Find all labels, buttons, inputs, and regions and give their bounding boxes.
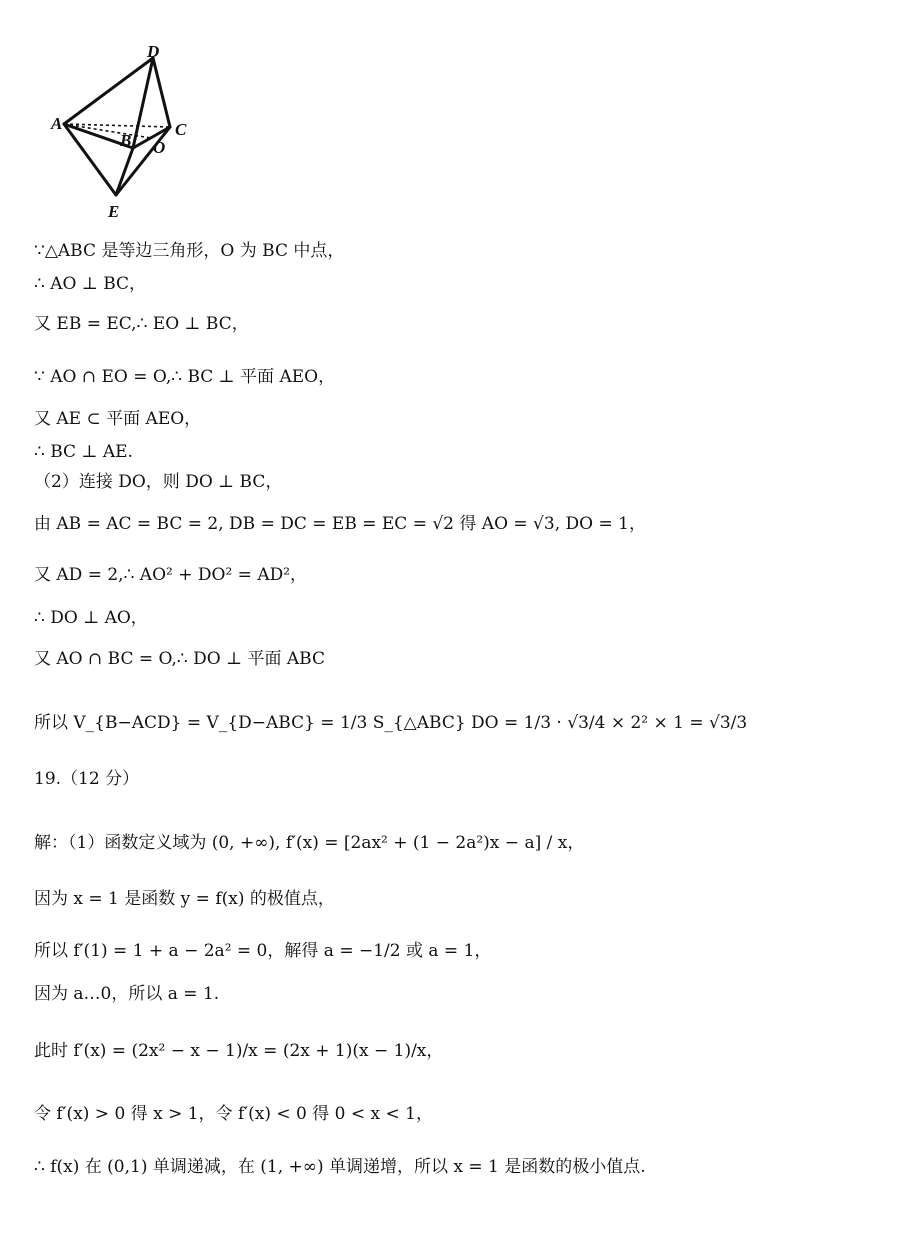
vertex-label-d: D bbox=[147, 42, 160, 61]
proof-line-6: ∴ BC ⊥ AE. bbox=[34, 442, 133, 462]
vertex-label-c: C bbox=[175, 120, 187, 139]
part2-line-3: 又 AD = 2,∴ AO² + DO² = AD²， bbox=[34, 565, 308, 585]
problem-19-line-7: ∴ f(x) 在 (0,1) 单调递减，在 (1, +∞) 单调递增，所以 x = 1 是函数的极小值点. bbox=[34, 1157, 646, 1177]
volume-formula: 所以 V_{B−ACD} = V_{D−ABC} = 1/3 S_{△ABC} DO = 1/3 · √3/4 × 2² × 1 = √3/3 bbox=[34, 713, 748, 733]
vertex-label-e: E bbox=[108, 202, 120, 221]
problem-19-line-3: 所以 f′(1) = 1 + a − 2a² = 0，解得 a = −1/2 或 a = 1， bbox=[34, 941, 492, 961]
tetrahedron-figure bbox=[40, 40, 210, 230]
vertex-label-a: A bbox=[51, 114, 63, 133]
proof-line-2: ∴ AO ⊥ BC， bbox=[34, 274, 147, 294]
part2-line-2: 由 AB = AC = BC = 2, DB = DC = EB = EC = √2 得 AO = √3, DO = 1， bbox=[34, 514, 646, 534]
part2-line-5: 又 AO ∩ BC = O,∴ DO ⊥ 平面 ABC bbox=[34, 649, 325, 669]
edge-ac-dashed bbox=[64, 124, 170, 127]
part2-line-4: ∴ DO ⊥ AO， bbox=[34, 608, 148, 628]
problem-19-line-1: 解：（1）函数定义域为 (0, +∞), f′(x) = [2ax² + (1 − 2a²)x − a] / x， bbox=[34, 833, 585, 853]
problem-19-line-6: 令 f′(x) > 0 得 x > 1，令 f′(x) < 0 得 0 < x < 1， bbox=[34, 1104, 433, 1124]
proof-line-5: 又 AE ⊂ 平面 AEO， bbox=[34, 409, 202, 429]
proof-line-3: 又 EB = EC,∴ EO ⊥ BC， bbox=[34, 314, 249, 334]
proof-line-1: ∵△ABC 是等边三角形，O 为 BC 中点， bbox=[34, 241, 345, 261]
edge-be bbox=[116, 148, 133, 195]
edge-dc bbox=[153, 58, 170, 127]
edge-ae bbox=[64, 124, 116, 195]
problem-19-line-2: 因为 x = 1 是函数 y = f(x) 的极值点， bbox=[34, 889, 335, 909]
problem-19-heading: 19.（12 分） bbox=[34, 769, 140, 789]
problem-19-line-4: 因为 a…0，所以 a = 1. bbox=[34, 984, 220, 1004]
problem-19-line-5: 此时 f′(x) = (2x² − x − 1)/x = (2x + 1)(x − 1)/x， bbox=[34, 1041, 444, 1061]
tetrahedron-diagram bbox=[40, 40, 210, 230]
vertex-label-o: O bbox=[153, 138, 166, 157]
vertex-label-b: B bbox=[120, 131, 132, 150]
part2-line-1: （2）连接 DO，则 DO ⊥ BC， bbox=[34, 472, 283, 492]
proof-line-4: ∵ AO ∩ EO = O,∴ BC ⊥ 平面 AEO， bbox=[34, 367, 336, 387]
